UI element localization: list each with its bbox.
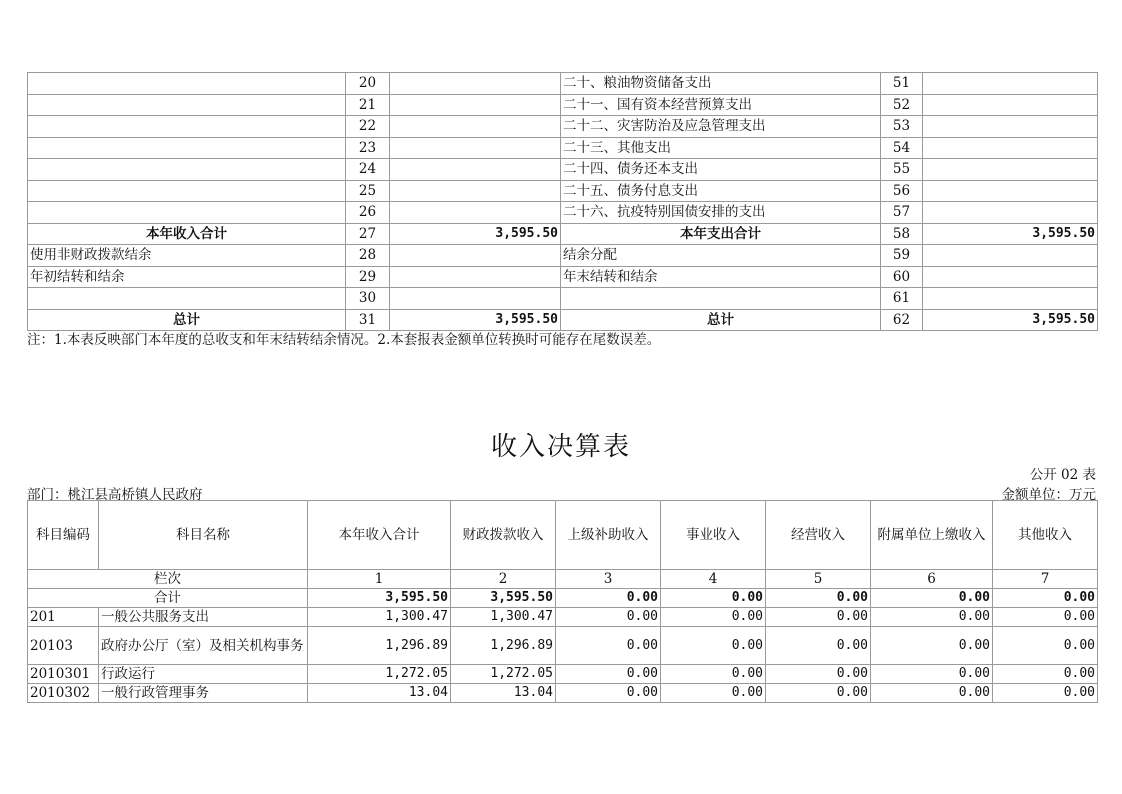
expense-amount (923, 245, 1098, 267)
amount-cell: 1,300.47 (308, 608, 451, 627)
expense-amount: 3,595.50 (923, 309, 1098, 331)
total-value: 3,595.50 (451, 589, 556, 608)
amount-cell: 0.00 (871, 608, 993, 627)
table-row (28, 684, 1098, 703)
income-item-label: 总计 (28, 309, 346, 331)
income-item-label (28, 116, 346, 138)
income-item-label (28, 180, 346, 202)
amount-cell: 1,296.89 (451, 627, 556, 665)
row-number: 29 (346, 266, 390, 288)
amount-cell: 0.00 (993, 627, 1098, 665)
column-header: 经营收入 (766, 501, 871, 570)
expense-item-label: 二十一、国有资本经营预算支出 (561, 94, 881, 116)
row-number: 25 (346, 180, 390, 202)
subject-code: 2010302 (28, 684, 99, 703)
total-value: 3,595.50 (308, 589, 451, 608)
table-row (28, 159, 1098, 181)
amount-cell: 0.00 (871, 627, 993, 665)
amount-cell: 0.00 (993, 608, 1098, 627)
column-header: 其他收入 (993, 501, 1098, 570)
expense-amount (923, 266, 1098, 288)
income-item-label (28, 73, 346, 95)
amount-cell: 0.00 (661, 627, 766, 665)
income-amount (390, 94, 561, 116)
table-row (28, 245, 1098, 267)
expense-amount (923, 73, 1098, 95)
income-amount (390, 288, 561, 310)
amount-cell: 0.00 (766, 627, 871, 665)
amount-cell: 13.04 (451, 684, 556, 703)
row-number: 62 (881, 309, 923, 331)
amount-cell: 0.00 (556, 627, 661, 665)
row-number: 24 (346, 159, 390, 181)
column-header: 上级补助收入 (556, 501, 661, 570)
row-number: 57 (881, 202, 923, 224)
department-label: 部门：桃江县高桥镇人民政府 (27, 487, 203, 503)
income-item-label (28, 159, 346, 181)
row-number: 54 (881, 137, 923, 159)
row-number: 26 (346, 202, 390, 224)
column-header: 附属单位上缴收入 (871, 501, 993, 570)
unit-label: 金额单位：万元 (1001, 487, 1096, 503)
amount-cell: 0.00 (556, 665, 661, 684)
expense-item-label: 二十六、抗疫特别国债安排的支出 (561, 202, 881, 224)
income-amount (390, 159, 561, 181)
table-row (28, 223, 1098, 245)
row-number: 53 (881, 116, 923, 138)
expense-item-label: 二十三、其他支出 (561, 137, 881, 159)
amount-cell: 0.00 (661, 684, 766, 703)
income-table (27, 500, 1098, 703)
total-value: 0.00 (993, 589, 1098, 608)
expense-item-label: 年末结转和结余 (561, 266, 881, 288)
subject-name: 行政运行 (99, 665, 308, 684)
row-number: 55 (881, 159, 923, 181)
income-item-label: 使用非财政拨款结余 (28, 245, 346, 267)
column-index: 5 (766, 570, 871, 589)
row-number: 22 (346, 116, 390, 138)
column-index-label: 栏次 (28, 570, 308, 589)
amount-cell: 0.00 (871, 665, 993, 684)
amount-cell: 0.00 (766, 608, 871, 627)
row-number: 31 (346, 309, 390, 331)
amount-cell: 13.04 (308, 684, 451, 703)
table-row (28, 94, 1098, 116)
amount-cell: 0.00 (661, 665, 766, 684)
table-row (28, 266, 1098, 288)
column-index: 3 (556, 570, 661, 589)
income-amount (390, 137, 561, 159)
row-number: 61 (881, 288, 923, 310)
row-number: 59 (881, 245, 923, 267)
footnote: 注：1.本表反映部门本年度的总收支和年末结转结余情况。2.本套报表金额单位转换时可能存在尾数误差。 (27, 332, 661, 348)
amount-cell: 0.00 (871, 684, 993, 703)
expense-item-label: 二十二、灾害防治及应急管理支出 (561, 116, 881, 138)
expense-item-label: 二十、粮油物资储备支出 (561, 73, 881, 95)
row-number: 56 (881, 180, 923, 202)
amount-cell: 0.00 (993, 684, 1098, 703)
expense-item-label: 二十五、债务付息支出 (561, 180, 881, 202)
income-item-label (28, 202, 346, 224)
table-row (28, 137, 1098, 159)
expense-item-label: 二十四、债务还本支出 (561, 159, 881, 181)
subject-code: 2010301 (28, 665, 99, 684)
income-amount (390, 245, 561, 267)
row-number: 28 (346, 245, 390, 267)
income-amount: 3,595.50 (390, 309, 561, 331)
summary-table-continuation (27, 72, 1098, 331)
table-row (28, 288, 1098, 310)
amount-cell: 1,272.05 (308, 665, 451, 684)
table-row (28, 180, 1098, 202)
expense-amount (923, 202, 1098, 224)
column-header: 财政拨款收入 (451, 501, 556, 570)
column-header: 科目名称 (99, 501, 308, 570)
income-amount (390, 202, 561, 224)
row-number: 58 (881, 223, 923, 245)
column-index: 1 (308, 570, 451, 589)
subject-code: 20103 (28, 627, 99, 665)
income-amount (390, 266, 561, 288)
table-row (28, 627, 1098, 665)
income-amount (390, 180, 561, 202)
expense-amount (923, 159, 1098, 181)
total-label: 合计 (28, 589, 308, 608)
row-number: 20 (346, 73, 390, 95)
table-row (28, 665, 1098, 684)
expense-item-label (561, 288, 881, 310)
expense-amount: 3,595.50 (923, 223, 1098, 245)
row-number: 52 (881, 94, 923, 116)
row-number: 23 (346, 137, 390, 159)
income-item-label (28, 94, 346, 116)
column-index: 2 (451, 570, 556, 589)
row-number: 60 (881, 266, 923, 288)
expense-item-label: 总计 (561, 309, 881, 331)
amount-cell: 1,296.89 (308, 627, 451, 665)
income-amount (390, 116, 561, 138)
income-item-label: 本年收入合计 (28, 223, 346, 245)
column-header: 本年收入合计 (308, 501, 451, 570)
total-value: 0.00 (556, 589, 661, 608)
amount-cell: 0.00 (766, 665, 871, 684)
expense-amount (923, 116, 1098, 138)
column-header: 事业收入 (661, 501, 766, 570)
row-number: 51 (881, 73, 923, 95)
expense-amount (923, 137, 1098, 159)
amount-cell: 0.00 (556, 684, 661, 703)
column-index: 6 (871, 570, 993, 589)
expense-item-label: 本年支出合计 (561, 223, 881, 245)
column-header: 科目编码 (28, 501, 99, 570)
table-row (28, 73, 1098, 95)
expense-amount (923, 288, 1098, 310)
table-row (28, 608, 1098, 627)
expense-amount (923, 180, 1098, 202)
expense-amount (923, 94, 1098, 116)
subject-code: 201 (28, 608, 99, 627)
column-index: 7 (993, 570, 1098, 589)
subject-name: 一般公共服务支出 (99, 608, 308, 627)
amount-cell: 1,300.47 (451, 608, 556, 627)
income-amount: 3,595.50 (390, 223, 561, 245)
table-number: 公开 02 表 (1029, 467, 1096, 483)
subject-name: 一般行政管理事务 (99, 684, 308, 703)
subject-name: 政府办公厅（室）及相关机构事务 (99, 627, 308, 665)
total-value: 0.00 (766, 589, 871, 608)
income-item-label (28, 288, 346, 310)
row-number: 21 (346, 94, 390, 116)
total-value: 0.00 (661, 589, 766, 608)
amount-cell: 0.00 (556, 608, 661, 627)
amount-cell: 0.00 (661, 608, 766, 627)
page-title: 收入决算表 (490, 432, 631, 462)
column-index: 4 (661, 570, 766, 589)
amount-cell: 0.00 (993, 665, 1098, 684)
expense-item-label: 结余分配 (561, 245, 881, 267)
table-row (28, 116, 1098, 138)
total-value: 0.00 (871, 589, 993, 608)
income-item-label: 年初结转和结余 (28, 266, 346, 288)
income-item-label (28, 137, 346, 159)
row-number: 30 (346, 288, 390, 310)
income-amount (390, 73, 561, 95)
amount-cell: 1,272.05 (451, 665, 556, 684)
row-number: 27 (346, 223, 390, 245)
amount-cell: 0.00 (766, 684, 871, 703)
table-row (28, 202, 1098, 224)
